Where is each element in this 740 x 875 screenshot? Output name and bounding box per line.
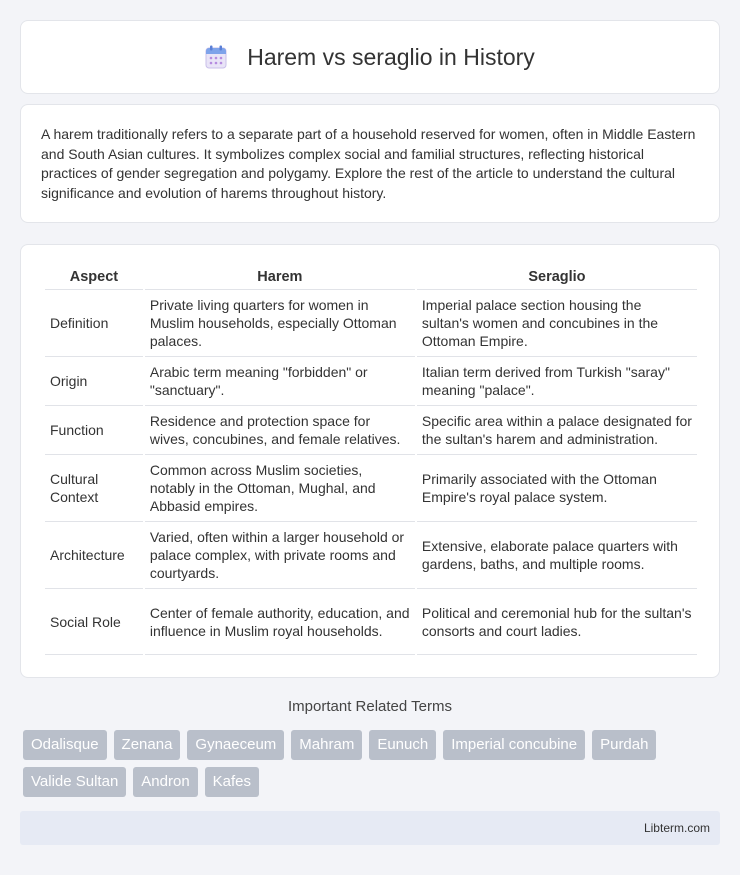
tag-gynaeceum[interactable]: Gynaeceum xyxy=(187,730,284,760)
cell-harem: Residence and protection space for wives, concubines, and female relatives. xyxy=(145,405,415,454)
tag-mahram[interactable]: Mahram xyxy=(291,730,362,760)
comparison-table-card xyxy=(20,244,720,678)
cell-harem: Arabic term meaning "forbidden" or "sanctuary". xyxy=(145,356,415,405)
intro-text: A harem traditionally refers to a separate part of a household reserved for women, often in Middle Eastern and South Asian cultures. It symbolizes complex social and familial structures, reflecting historical practices of gender segregation and polygamy. Explore the rest of the article to understand the cultural significance and evolution of harems throughout history. xyxy=(41,126,696,201)
table-row xyxy=(45,356,697,405)
header-harem: Harem xyxy=(257,269,303,285)
table-row xyxy=(45,521,697,588)
title-card xyxy=(20,20,720,94)
tag-valide-sultan[interactable]: Valide Sultan xyxy=(23,767,126,797)
cell-seraglio: Extensive, elaborate palace quarters with gardens, baths, and multiple rooms. xyxy=(417,521,697,588)
tag-zenana[interactable]: Zenana xyxy=(114,730,181,760)
cell-aspect: Social Role xyxy=(45,588,143,655)
related-terms-tags xyxy=(23,730,723,797)
tag-odalisque[interactable]: Odalisque xyxy=(23,730,107,760)
tag-andron[interactable]: Andron xyxy=(133,767,197,797)
cell-aspect: Architecture xyxy=(45,521,143,588)
table-row xyxy=(45,454,697,521)
footer xyxy=(20,811,720,845)
cell-harem: Private living quarters for women in Muslim households, especially Ottoman palaces. xyxy=(145,289,415,356)
table-row xyxy=(45,588,697,655)
cell-seraglio: Political and ceremonial hub for the sultan's consorts and court ladies. xyxy=(417,588,697,655)
comparison-table xyxy=(43,265,699,655)
cell-harem: Varied, often within a larger household or palace complex, with private rooms and courtyards. xyxy=(145,521,415,588)
cell-harem: Common across Muslim societies, notably in the Ottoman, Mughal, and Abbasid empires. xyxy=(145,454,415,521)
cell-harem: Center of female authority, education, and influence in Muslim royal households. xyxy=(145,588,415,655)
tag-purdah[interactable]: Purdah xyxy=(592,730,656,760)
table-row xyxy=(45,289,697,356)
title-wrap xyxy=(205,44,535,71)
header-aspect: Aspect xyxy=(69,269,119,285)
page-title: Harem vs seraglio in History xyxy=(247,43,535,70)
tag-imperial-concubine[interactable]: Imperial concubine xyxy=(443,730,585,760)
cell-seraglio: Italian term derived from Turkish "saray" meaning "palace". xyxy=(417,356,697,405)
table-header-row xyxy=(45,265,697,289)
tag-kafes[interactable]: Kafes xyxy=(205,767,259,797)
cell-aspect: Function xyxy=(45,405,143,454)
header-seraglio: Seraglio xyxy=(528,269,586,285)
intro-card xyxy=(20,104,720,223)
related-terms-title: Important Related Terms xyxy=(288,698,452,715)
cell-aspect: Definition xyxy=(45,289,143,356)
cell-aspect: Origin xyxy=(45,356,143,405)
tag-eunuch[interactable]: Eunuch xyxy=(369,730,436,760)
table-row xyxy=(45,405,697,454)
cell-aspect: Cultural Context xyxy=(45,454,143,521)
cell-seraglio: Imperial palace section housing the sultan's women and concubines in the Ottoman Empire. xyxy=(417,289,697,356)
cell-seraglio: Specific area within a palace designated for the sultan's harem and administration. xyxy=(417,405,697,454)
calendar-icon xyxy=(205,45,227,69)
cell-seraglio: Primarily associated with the Ottoman Empire's royal palace system. xyxy=(417,454,697,521)
footer-site-link[interactable]: Libterm.com xyxy=(643,821,710,835)
